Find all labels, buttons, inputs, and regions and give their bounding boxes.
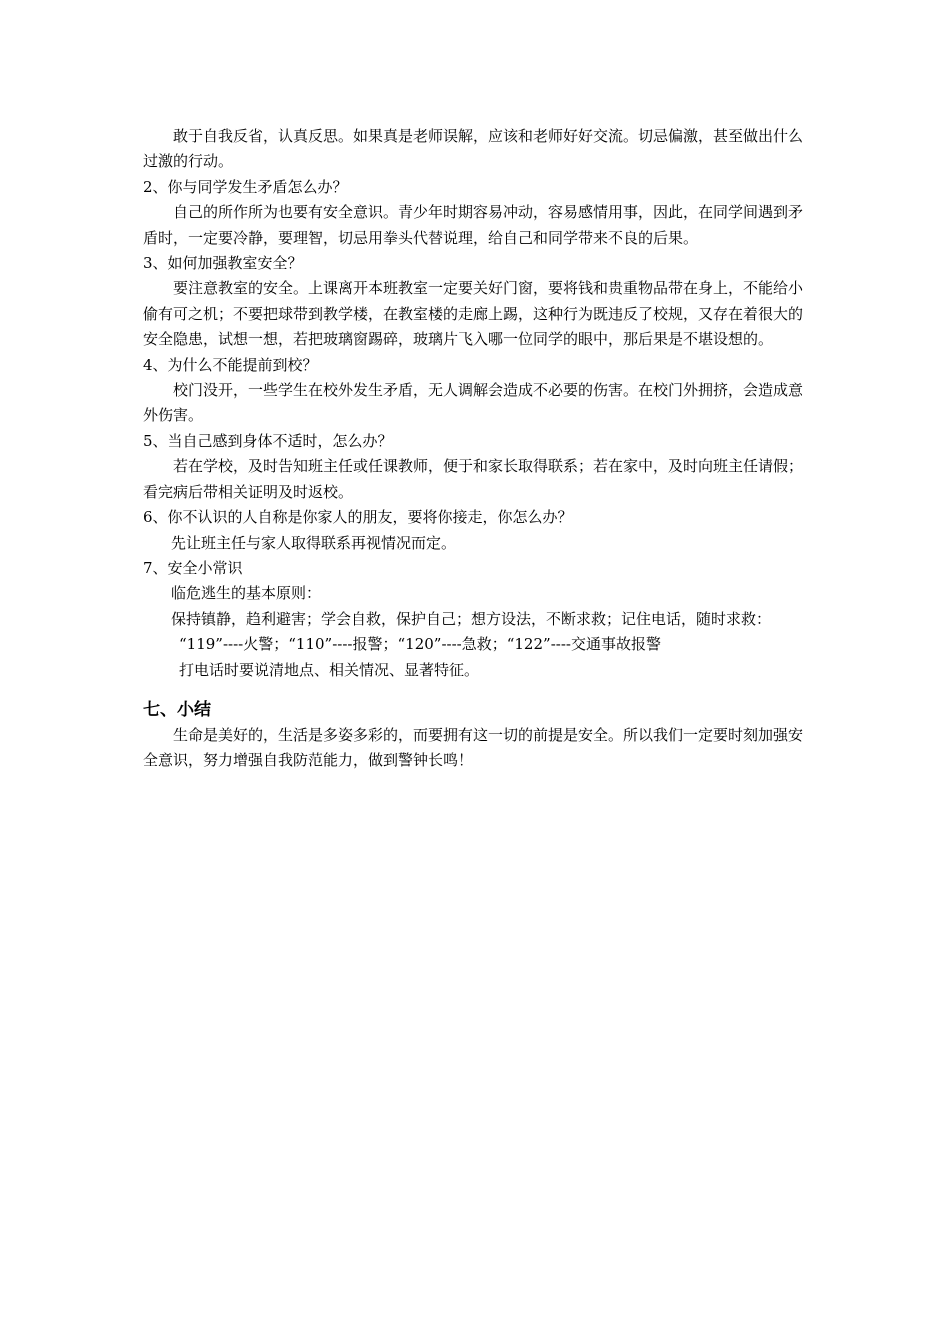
answer-2: 自己的所作所为也要有安全意识。青少年时期容易冲动，容易感情用事，因此，在同学间遇到矛盾时，一定要冷静，要理智，切忌用拳头代替说理，给自己和同学带来不良的后果。 [143,203,804,247]
answer-3: 要注意教室的安全。上课离开本班教室一定要关好门窗，要将钱和贵重物品带在身上，不能给小偷有可之机；不要把球带到教学楼，在教室楼的走廊上踢，这种行为既违反了校规，又存在着很大的安全隐患，试想一想，若把玻璃窗踢碎，玻璃片飞入哪一位同学的眼中，那后果是不堪设想的。 [143,279,804,349]
question-3: 3、如何加强教室安全？ [143,254,303,273]
escape-principles-title: 临危逃生的基本原则： [171,584,322,603]
document-body [143,124,811,774]
reflect-paragraph: 敢于自我反省，认真反思。如果真是老师误解，应该和老师好好交流。切忌偏激，甚至做出什么过激的行动。 [143,127,804,171]
phone-call-tips-line: 打电话时要说清地点、相关情况、显著特征。 [179,660,480,679]
answer-5: 若在学校，及时告知班主任或任课教师，便于和家长取得联系；若在家中，及时向班主任请假；看完病后带相关证明及时返校。 [143,457,804,501]
question-5: 5、当自己感到身体不适时，怎么办？ [143,431,393,450]
question-2: 2、你与同学发生矛盾怎么办？ [143,177,348,196]
answer-4: 校门没开，一些学生在校外发生矛盾，无人调解会造成不必要的伤害。在校门外拥挤，会造成意外伤害。 [143,381,804,425]
question-7: 7、安全小常识 [143,558,243,577]
question-6: 6、你不认识的人自称是你家人的朋友，要将你接走，你怎么办？ [143,508,573,527]
answer-6: 先让班主任与家人取得联系再视情况而定。 [171,533,457,552]
summary-heading: 七、小结 [143,699,211,720]
question-4: 4、为什么不能提前到校？ [143,355,318,374]
emergency-numbers-line: “119”----火警；“110”----报警；“120”----急救；“122”----交通事故报警 [179,635,661,654]
escape-principles-line: 保持镇静，趋利避害；学会自救，保护自己；想方设法，不断求救；记住电话，随时求救： [171,609,772,628]
summary-paragraph: 生命是美好的，生活是多姿多彩的，而要拥有这一切的前提是安全。所以我们一定要时刻加强安全意识，努力增强自我防范能力，做到警钟长鸣！ [143,725,804,770]
